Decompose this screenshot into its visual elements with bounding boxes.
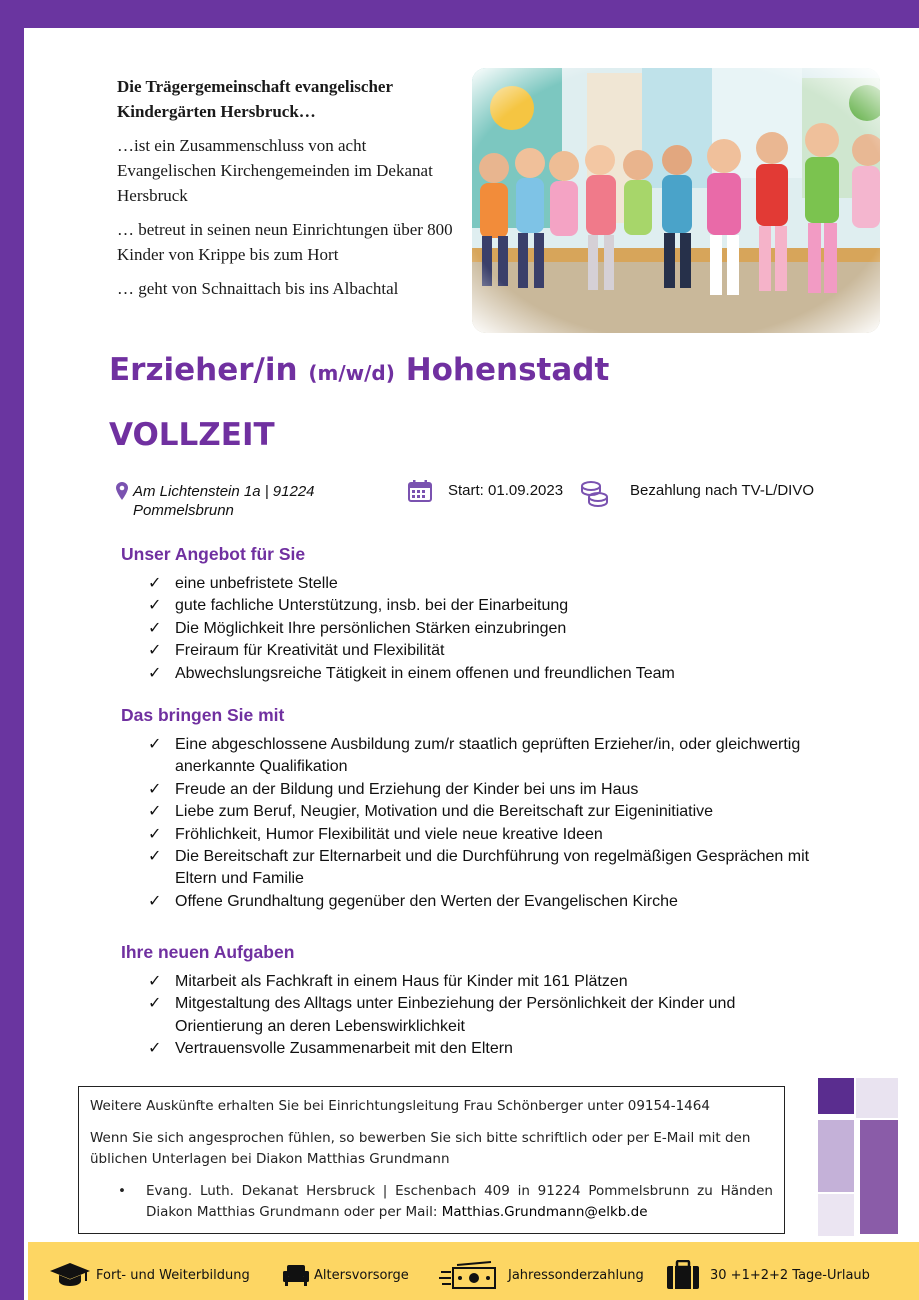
location-pin-icon (116, 482, 128, 500)
start-text: Start: 01.09.2023 (448, 482, 564, 499)
intro-paragraph-1: …ist ein Zusammenschluss von acht Evangelischen Kirchengemeinden im Dekanat Hersbruck (117, 136, 433, 205)
job-title (109, 352, 609, 388)
aufgaben-list (148, 971, 808, 1061)
list-item: ✓ eine unbefristete Stelle (148, 573, 675, 595)
check-icon: ✓ (148, 848, 162, 866)
list-item: ✓ Fröhlichkeit, Humor Flexibilität und viele neue kreative Ideen (148, 824, 848, 846)
mitbringen-list (148, 734, 848, 913)
list-item: ✓ Freude an der Bildung und Erziehung der Kinder bei uns im Haus (148, 779, 848, 801)
job-title-place: Hohenstadt (405, 352, 610, 388)
children-photo (472, 68, 880, 333)
intro-text (117, 74, 462, 310)
check-icon: ✓ (148, 597, 162, 615)
benefit-label: Altersvorsorge (314, 1268, 409, 1283)
check-icon: ✓ (148, 825, 162, 843)
check-icon: ✓ (148, 973, 162, 990)
list-item: ✓ Vertrauensvolle Zusammenarbeit mit den Eltern (148, 1038, 808, 1060)
list-item: ✓ Abwechslungsreiche Tätigkeit in einem offenen und freundlichen Team (148, 663, 675, 685)
list-item: ✓ Freiraum für Kreativität und Flexibilität (148, 640, 675, 662)
list-item: ✓ Mitarbeit als Fachkraft in einem Haus für Kinder mit 161 Plätzen (148, 971, 808, 993)
suitcase-icon (666, 1260, 700, 1290)
children-photo-image (472, 68, 880, 333)
check-icon: ✓ (148, 780, 162, 798)
intro-paragraph-3: … geht von Schnaittach bis ins Albachtal (117, 279, 399, 298)
section-title-mitbringen: Das bringen Sie mit (121, 705, 285, 725)
section-title-aufgaben: Ihre neuen Aufgaben (121, 942, 295, 962)
list-item: ✓ Liebe zum Beruf, Neugier, Motivation und die Bereitschaft zur Eigeninitiative (148, 801, 848, 823)
check-icon: ✓ (148, 892, 162, 910)
money-icon (439, 1260, 499, 1290)
check-icon: ✓ (148, 642, 162, 660)
decorative-squares (818, 1078, 898, 1236)
top-frame-bar (0, 0, 919, 28)
benefit-label: Fort- und Weiterbildung (96, 1268, 250, 1283)
job-type: VOLLZEIT (109, 417, 275, 453)
graduation-cap-icon (49, 1260, 91, 1288)
job-title-gender: (m/w/d) (308, 361, 395, 385)
intro-heading: Die Trägergemeinschaft evangelischer Kindergärten Hersbruck… (117, 77, 393, 121)
address-text: Evang. Luth. Dekanat Hersbruck | Eschenbach 409 in 91224 Pommelsbrunn zu Händen Diakon Matthias Grundmann oder per Mail: (146, 1183, 773, 1220)
check-icon: ✓ (148, 995, 162, 1013)
check-icon: ✓ (148, 664, 162, 682)
address-item (90, 1181, 773, 1223)
check-icon: ✓ (148, 575, 162, 592)
armchair-icon (282, 1260, 310, 1288)
contact-box (78, 1086, 785, 1234)
list-item: ✓ Mitgestaltung des Alltags unter Einbeziehung der Persönlichkeit der Kinder und Orientierung an deren Lebenswirklichkeit (148, 995, 736, 1035)
check-icon: ✓ (148, 803, 162, 821)
benefit-label: Jahressonderzahlung (508, 1268, 644, 1283)
job-title-main: Erzieher/in (109, 352, 298, 388)
coins-icon (580, 480, 610, 508)
list-item: ✓ Die Bereitschaft zur Elternarbeit und die Durchführung von regelmäßigen Gesprächen mit Eltern und Familie (148, 848, 810, 888)
calendar-icon (408, 480, 432, 502)
check-icon: ✓ (148, 619, 162, 637)
section-title-angebot: Unser Angebot für Sie (121, 544, 306, 564)
intro-paragraph-2: … betreut in seinen neun Einrichtungen über 800 Kinder von Krippe bis zum Hort (117, 220, 453, 264)
left-frame-bar (0, 0, 24, 1300)
list-item: ✓ Die Möglichkeit Ihre persönlichen Stärken einzubringen (148, 618, 675, 640)
payment-text: Bezahlung nach TV-L/DIVO (630, 482, 814, 499)
check-icon: ✓ (148, 1040, 162, 1058)
angebot-list (148, 573, 675, 685)
list-item: ✓ Offene Grundhaltung gegenüber den Werten der Evangelischen Kirche (148, 891, 848, 913)
list-item: ✓ Eine abgeschlossene Ausbildung zum/r staatlich geprüften Erzieher/in, oder gleichwertig anerkannte Qualifikation (148, 736, 801, 776)
benefit-label: 30 +1+2+2 Tage-Urlaub (710, 1268, 870, 1283)
contact-info-line: Weitere Auskünfte erhalten Sie bei Einrichtungsleitung Frau Schönberger unter 09154-1464 (90, 1098, 710, 1114)
application-info: Wenn Sie sich angesprochen fühlen, so bewerben Sie sich bitte schriftlich oder per E-Mail mit den üblichen Unterlagen bei Diakon Matthias Grundmann (90, 1130, 751, 1167)
list-item: ✓ gute fachliche Unterstützung, insb. bei der Einarbeitung (148, 595, 675, 617)
check-icon: ✓ (148, 736, 162, 753)
email-link[interactable]: Matthias.Grundmann@elkb.de (441, 1204, 648, 1220)
bullet-icon: • (118, 1183, 126, 1199)
location-text: Am Lichtenstein 1a | 91224 Pommelsbrunn (133, 483, 315, 519)
benefits-bar (28, 1242, 919, 1300)
